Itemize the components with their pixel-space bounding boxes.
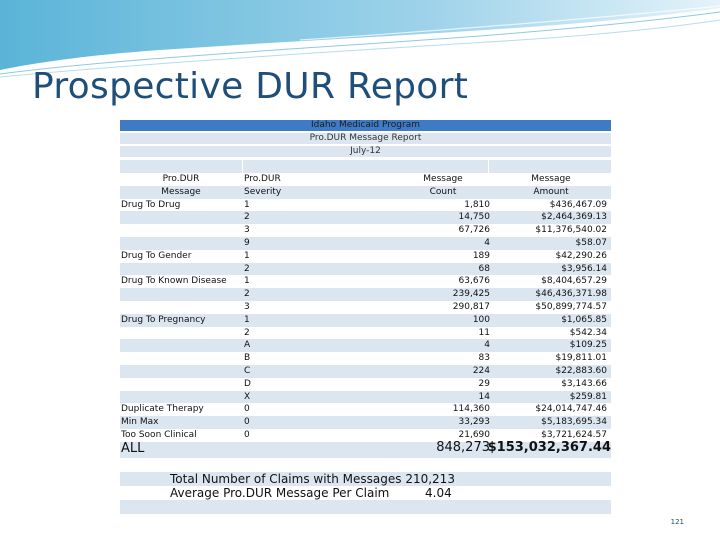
column-header-row-2 bbox=[120, 173, 611, 186]
col-severity-header-1: Pro.DUR bbox=[244, 174, 281, 184]
row-count: 11 bbox=[478, 327, 490, 338]
row-amount: $42,290.26 bbox=[555, 250, 607, 261]
table-row bbox=[120, 391, 611, 404]
row-count: 67,726 bbox=[458, 225, 490, 236]
col-severity-header-2: Severity bbox=[244, 186, 282, 197]
table-row bbox=[120, 365, 611, 378]
row-amount: $5,183,695.34 bbox=[541, 417, 607, 428]
row-amount: $3,721,624.57 bbox=[541, 430, 607, 440]
row-type: Too Soon Clinical bbox=[121, 430, 197, 440]
row-severity: 2 bbox=[244, 263, 250, 274]
summary-average-value: 4.04 bbox=[425, 486, 452, 500]
row-severity: 0 bbox=[244, 417, 250, 428]
table-row bbox=[120, 301, 611, 314]
table-row bbox=[120, 237, 611, 250]
row-type: Min Max bbox=[121, 417, 159, 428]
row-severity: 1 bbox=[244, 276, 250, 287]
row-severity: 2 bbox=[244, 327, 250, 338]
row-count: 114,360 bbox=[452, 404, 490, 415]
col-count-header-2: Count bbox=[429, 186, 457, 197]
summary-claims-text: Total Number of Claims with Messages 210,213 bbox=[170, 472, 455, 486]
row-count: 33,293 bbox=[458, 417, 490, 428]
row-count: 189 bbox=[472, 250, 490, 261]
table-row bbox=[120, 288, 611, 301]
row-count: 4 bbox=[484, 340, 490, 351]
col-amount-header-1: Message bbox=[531, 174, 571, 184]
row-type: Drug To Gender bbox=[121, 250, 192, 261]
summary-blank-row bbox=[120, 500, 611, 514]
row-amount: $2,464,369.13 bbox=[541, 212, 607, 223]
row-amount: $22,883.60 bbox=[555, 366, 607, 376]
table-row bbox=[120, 416, 611, 429]
table-row bbox=[120, 403, 611, 416]
total-label: ALL bbox=[121, 440, 145, 456]
row-severity: 0 bbox=[244, 430, 250, 440]
row-count: 290,817 bbox=[452, 302, 490, 312]
row-count: 68 bbox=[478, 263, 490, 274]
report-header-name: Pro.DUR Message Report bbox=[120, 133, 611, 144]
row-count: 1,810 bbox=[464, 199, 490, 210]
row-count: 21,690 bbox=[458, 430, 490, 440]
report-header-period: July-12 bbox=[120, 146, 611, 157]
row-severity: 2 bbox=[244, 212, 250, 223]
row-count: 239,425 bbox=[452, 289, 490, 300]
row-amount: $109.25 bbox=[569, 340, 607, 351]
row-amount: $46,436,371.98 bbox=[535, 289, 607, 300]
table-row bbox=[120, 314, 611, 327]
report-header-program: Idaho Medicaid Program bbox=[120, 120, 611, 131]
summary-average-row bbox=[120, 486, 611, 500]
summary-average-label: Average Pro.DUR Message Per Claim bbox=[170, 486, 390, 500]
row-severity: 1 bbox=[244, 314, 250, 325]
row-severity: 0 bbox=[244, 404, 250, 415]
row-severity: 2 bbox=[244, 289, 250, 300]
row-type: Drug To Drug bbox=[121, 199, 181, 210]
col-amount-header-2: Amount bbox=[533, 186, 569, 197]
row-severity: B bbox=[244, 353, 251, 364]
row-count: 14,750 bbox=[458, 212, 490, 223]
total-row bbox=[120, 439, 611, 458]
row-count: 224 bbox=[472, 366, 490, 376]
row-severity: 1 bbox=[244, 250, 250, 261]
row-amount: $3,143.66 bbox=[561, 378, 607, 389]
row-amount: $8,404,657.29 bbox=[541, 276, 607, 287]
row-severity: 3 bbox=[244, 302, 250, 312]
page-number: 121 bbox=[670, 518, 684, 526]
row-count: 4 bbox=[484, 238, 490, 248]
row-amount: $50,899,774.57 bbox=[535, 302, 607, 312]
table-row bbox=[120, 250, 611, 263]
col-type-header-2: Message bbox=[161, 186, 201, 197]
row-count: 14 bbox=[478, 391, 490, 402]
row-count: 83 bbox=[478, 353, 490, 364]
row-severity: 3 bbox=[244, 225, 250, 236]
table-row bbox=[120, 263, 611, 276]
table-row bbox=[120, 224, 611, 237]
total-amount: $153,032,367.44 bbox=[487, 439, 611, 455]
row-type: Drug To Pregnancy bbox=[121, 314, 206, 325]
table-row bbox=[120, 275, 611, 288]
row-severity: C bbox=[244, 366, 251, 376]
column-header-row-1 bbox=[120, 160, 611, 173]
total-count: 848,273 bbox=[436, 439, 490, 455]
row-count: 63,676 bbox=[458, 276, 490, 287]
row-severity: A bbox=[244, 340, 251, 351]
row-type: Drug To Known Disease bbox=[121, 276, 227, 287]
row-severity: 9 bbox=[244, 238, 250, 248]
table-row bbox=[120, 199, 611, 212]
column-header-row-3 bbox=[120, 186, 611, 199]
table-row bbox=[120, 339, 611, 352]
row-amount: $542.34 bbox=[569, 327, 607, 338]
row-severity: 1 bbox=[244, 199, 250, 210]
table-row bbox=[120, 352, 611, 365]
table-row bbox=[120, 327, 611, 340]
slide-title: Prospective DUR Report bbox=[32, 66, 469, 107]
row-count: 29 bbox=[478, 378, 490, 389]
row-amount: $3,956.14 bbox=[561, 263, 607, 274]
row-amount: $11,376,540.02 bbox=[535, 225, 607, 236]
row-amount: $1,065.85 bbox=[561, 314, 607, 325]
col-count-header-1: Message bbox=[423, 174, 463, 184]
table-row bbox=[120, 378, 611, 391]
summary-spacer-row bbox=[120, 458, 611, 472]
table-row bbox=[120, 211, 611, 224]
row-amount: $436,467.09 bbox=[549, 199, 607, 210]
row-amount: $24,014,747.46 bbox=[535, 404, 607, 415]
col-type-header-1: Pro.DUR bbox=[162, 174, 200, 184]
row-type: Duplicate Therapy bbox=[121, 404, 204, 415]
row-amount: $58.07 bbox=[575, 238, 607, 248]
row-count: 100 bbox=[472, 314, 490, 325]
row-amount: $19,811.01 bbox=[555, 353, 607, 364]
summary-claims-row bbox=[120, 472, 611, 486]
produr-report-table bbox=[120, 120, 611, 516]
row-severity: X bbox=[244, 391, 251, 402]
row-severity: D bbox=[244, 378, 251, 389]
row-amount: $259.81 bbox=[569, 391, 607, 402]
